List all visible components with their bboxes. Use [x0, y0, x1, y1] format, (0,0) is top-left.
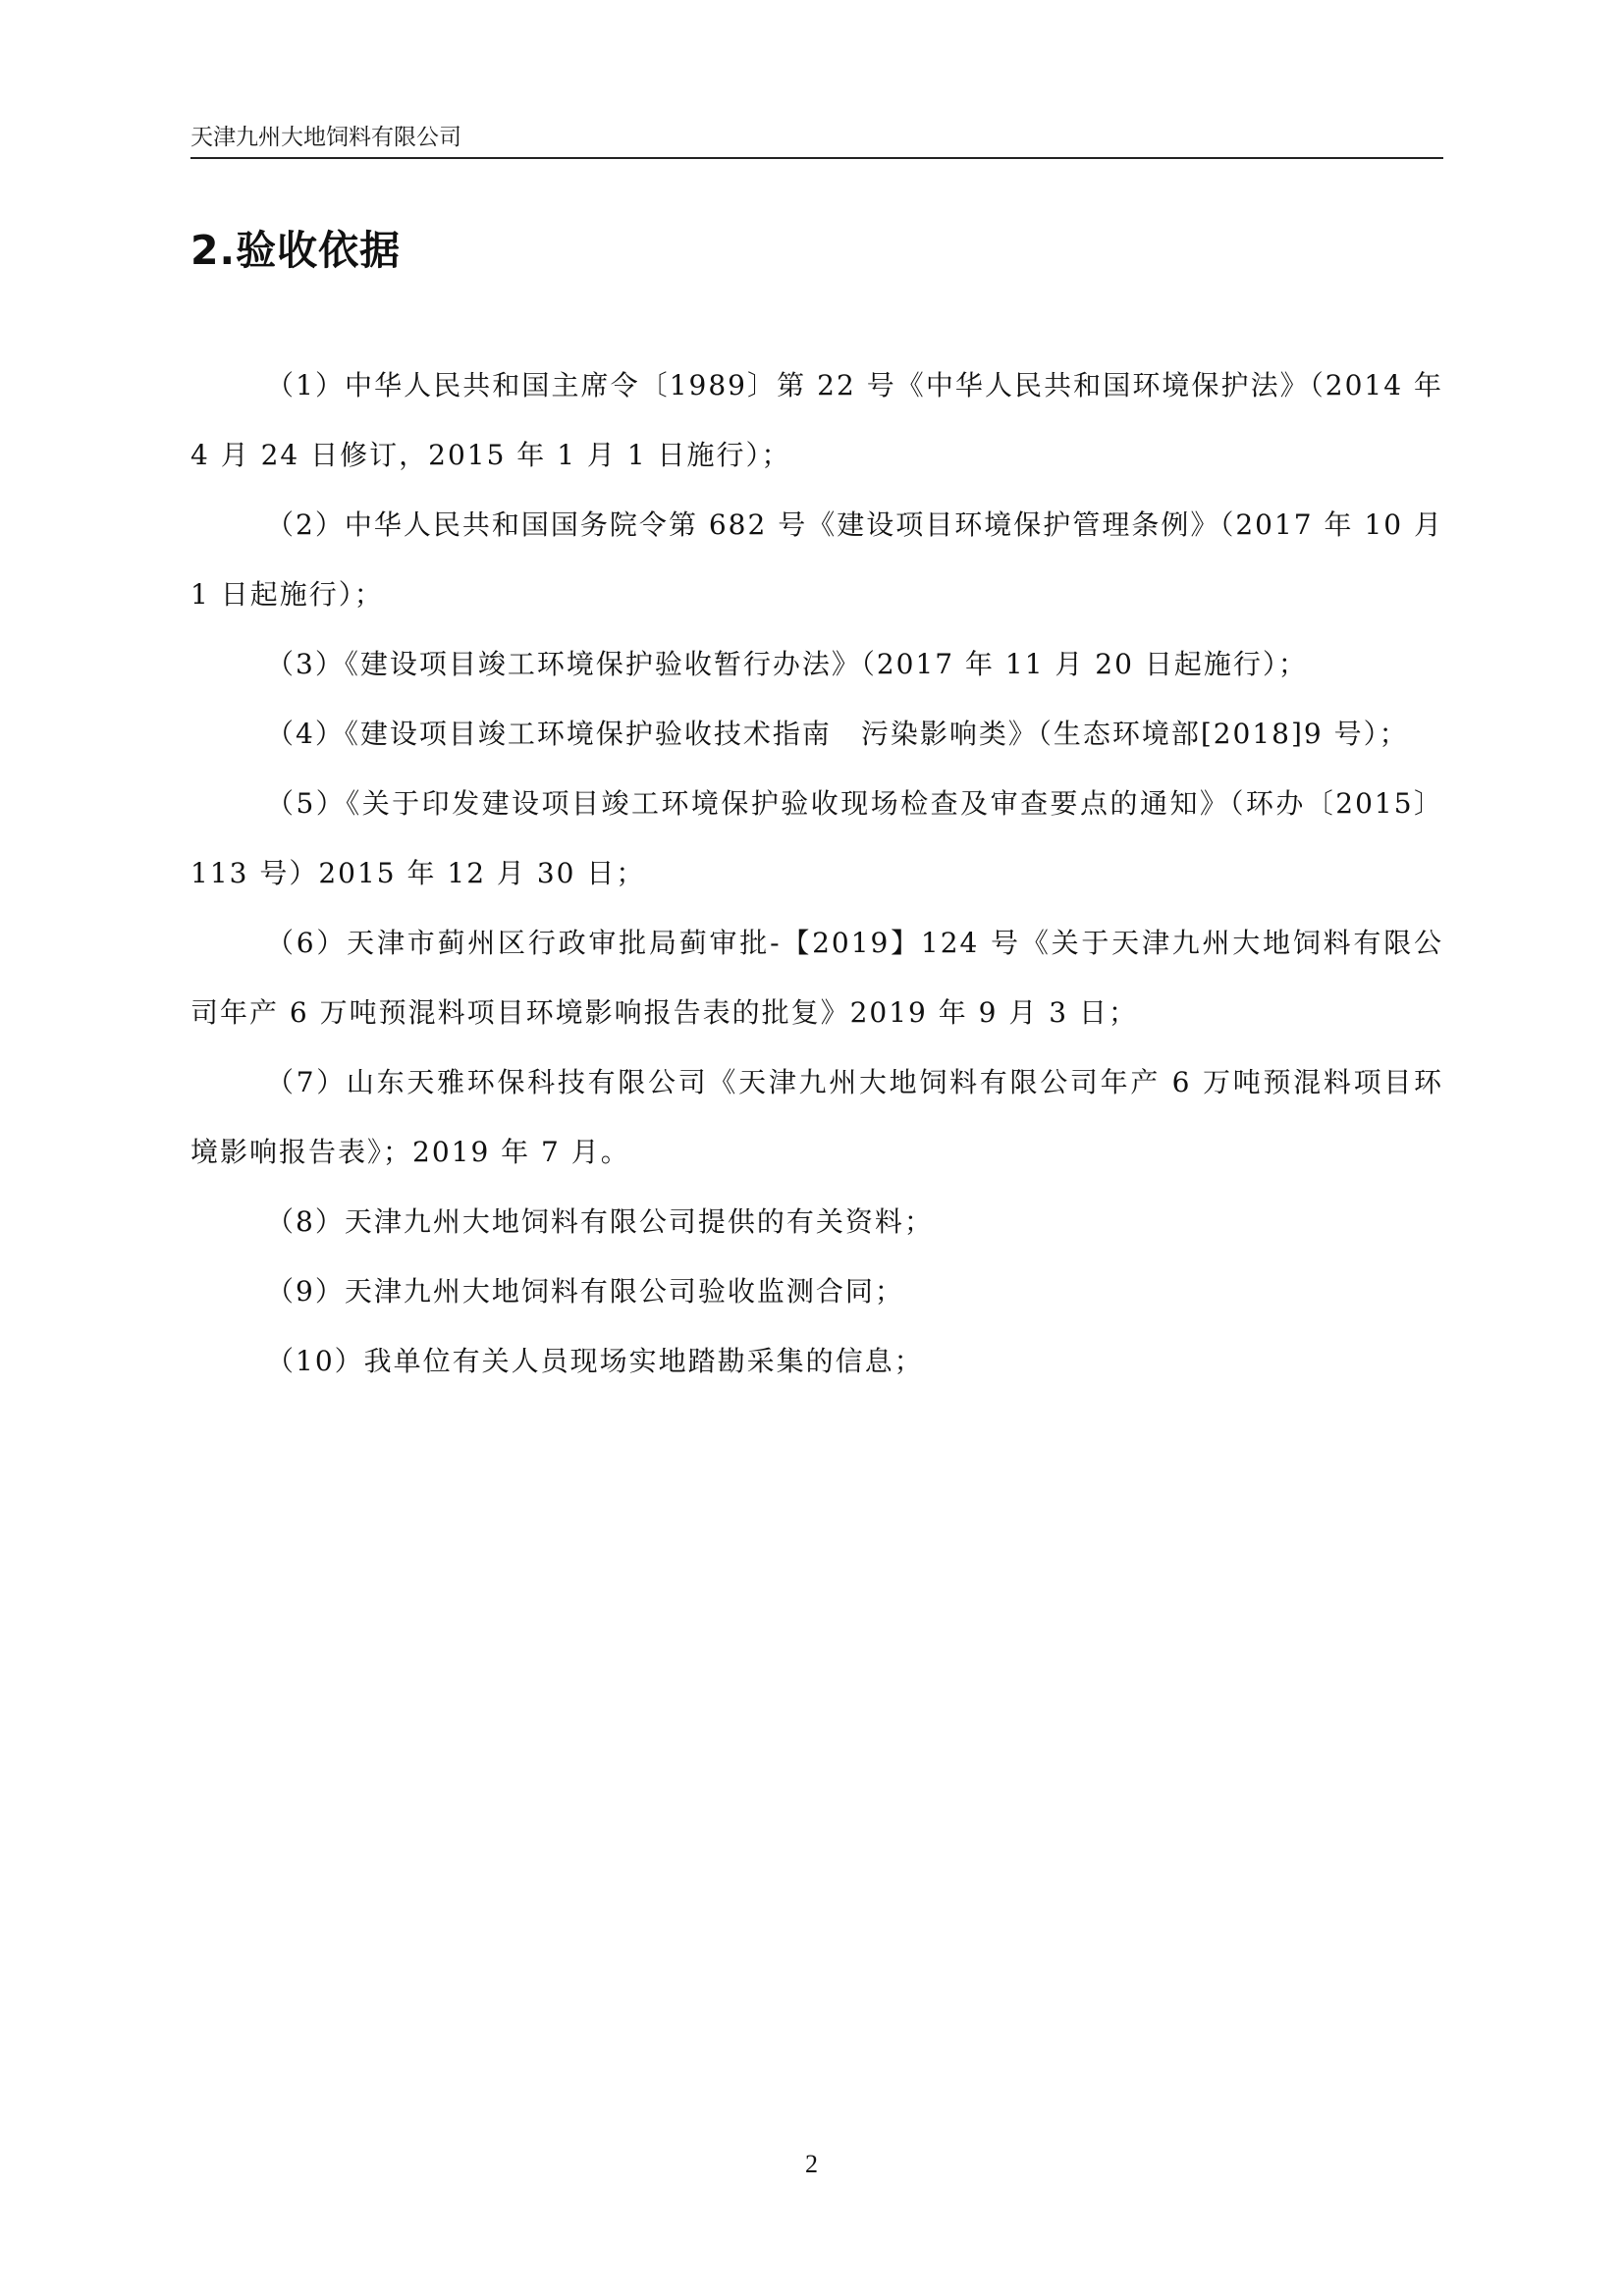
page-header: [190, 116, 1443, 159]
basis-item-2: （2）中华人民共和国国务院令第 682 号《建设项目环境保护管理条例》（2017 年 10 月 1 日起施行）；: [190, 508, 1443, 611]
page-number: 2: [805, 2150, 818, 2178]
basis-item-1: （1）中华人民共和国主席令〔1989〕第 22 号《中华人民共和国环境保护法》（2014 年 4 月 24 日修订，2015 年 1 月 1 日施行）；: [190, 369, 1443, 471]
basis-item-7: （7）山东天雅环保科技有限公司《天津九州大地饲料有限公司年产 6 万吨预混料项目环境影响报告表》；2019 年 7 月。: [190, 1066, 1443, 1168]
basis-item-8: （8）天津九州大地饲料有限公司提供的有关资料；: [266, 1205, 934, 1238]
header-company-name: 天津九州大地饲料有限公司: [190, 125, 461, 150]
basis-item-4: （4）《建设项目竣工环境保护验收技术指南 污染影响类》（生态环境部[2018]9 号）；: [266, 718, 1409, 750]
basis-item-5: （5）《关于印发建设项目竣工环境保护验收现场检查及审查要点的通知》（环办〔2015〕113 号）2015 年 12 月 30 日；: [190, 787, 1443, 889]
basis-item-6: （6）天津市蓟州区行政审批局蓟审批-【2019】124 号《关于天津九州大地饲料有限公司年产 6 万吨预混料项目环境影响报告表的批复》2019 年 9 月 3 日；: [190, 927, 1443, 1029]
basis-item-10: （10）我单位有关人员现场实地踏勘采集的信息；: [266, 1345, 924, 1377]
basis-item-3: （3）《建设项目竣工环境保护验收暂行办法》（2017 年 11 月 20 日起施行）；: [266, 648, 1308, 680]
basis-item-9: （9）天津九州大地饲料有限公司验收监测合同；: [266, 1275, 904, 1308]
section-title: 2.验收依据: [190, 227, 402, 274]
basis-list: [190, 350, 1443, 1396]
